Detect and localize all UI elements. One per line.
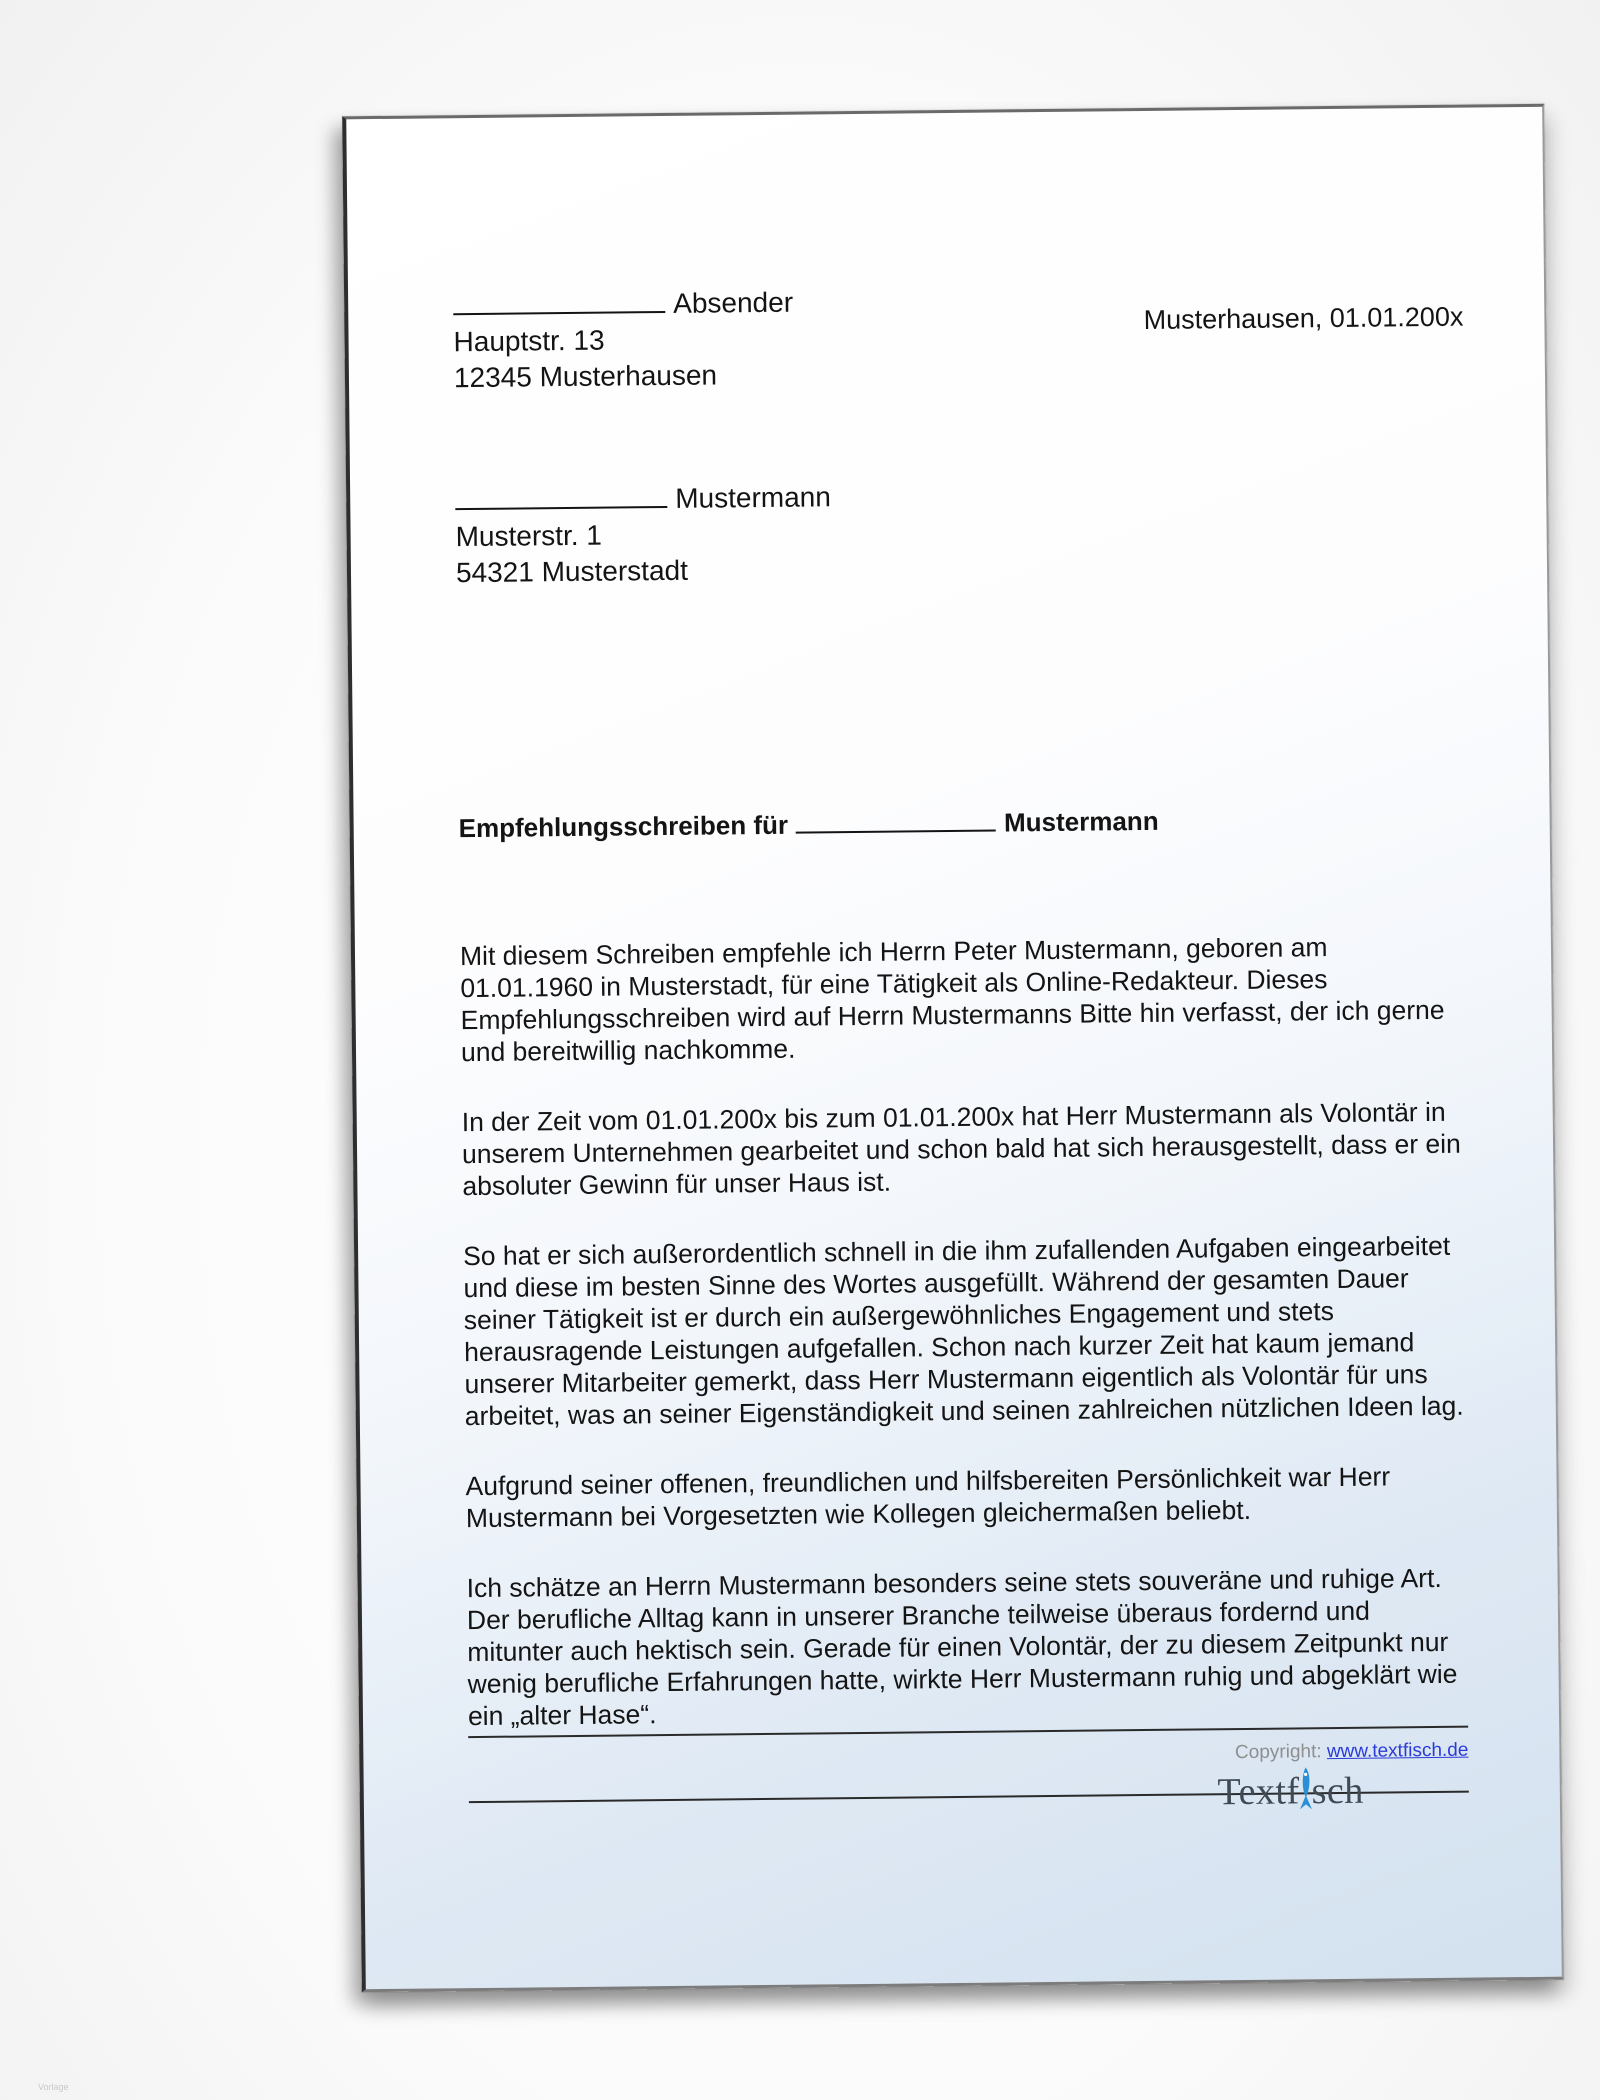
corner-watermark: Vorlage — [38, 2082, 69, 2092]
copyright-label: Copyright: — [1234, 1741, 1322, 1764]
body-paragraph: Ich schätze an Herrn Mustermann besonders seine stets souveräne und ruhige Art. Der berufliche Alltag kann in unserer Branche teilweise überaus fordernd und mitunter auch hektisch sein. Gerade für einen Volontär, der zu diesem Zeitpunkt nur wenig berufliche Erfahrungen hatte, wirkte Herr Mustermann ruhig und abgeklärt wie ein „alter Hase“. — [466, 1562, 1458, 1732]
body-paragraph: Mit diesem Schreiben empfehle ich Herrn Peter Mustermann, geboren am 01.01.1960 in Musterstadt, für eine Tätigkeit als Online-Redakteur. Dieses Empfehlungsschreiben wird auf Herrn Mustermanns Bitte hin verfasst, der ich gerne und bereitwillig nachkomme. — [459, 932, 1445, 1068]
sender-name-line — [453, 285, 793, 325]
copyright-notice — [1235, 1740, 1469, 1764]
recipient-blank-line — [455, 484, 667, 510]
recipient-address — [455, 479, 832, 591]
sender-name: Absender — [673, 286, 794, 319]
body-paragraph: In der Zeit vom 01.01.200x bis zum 01.01.200x hat Herr Mustermann als Volontär in unserem Unternehmen gearbeitet und schon bald hat sich herausgestellt, dass er ein absoluter Gewinn für unser Haus ist. — [461, 1096, 1461, 1202]
subject-blank-line — [796, 808, 996, 834]
letter-body — [460, 930, 1469, 1770]
fish-icon — [1300, 1769, 1310, 1809]
body-paragraph: So hat er sich außerordentlich schnell in die ihm zufallenden Aufgaben eingearbeitet und diese im besten Sinne des Wortes ausgefüllt. Während der gesamten Dauer seiner Tätigkeit ist er durch ein außergewöhnliches Engagement und stets herausragende Leistungen aufgefallen. Schon nach kurzer Zeit hat kaum jemand unserer Mitarbeiter gemerkt, dass Herr Mustermann eigentlich als Volontär für uns arbeitet, was an seiner Eigenständigkeit und seinen zahlreichen nützlichen Ideen lag. — [462, 1230, 1464, 1432]
subject-name: Mustermann — [1003, 805, 1159, 838]
body-paragraph: Aufgrund seiner offenen, freundlichen und hilfsbereiten Persönlichkeit war Herr Mustermann bei Vorgesetzten wie Kollegen gleichermaßen beliebt. — [465, 1461, 1391, 1534]
subject-line — [459, 806, 1159, 844]
sender-address — [453, 285, 794, 397]
sender-city: 12345 Musterhausen — [453, 359, 718, 394]
sender-street: Hauptstr. 13 — [453, 324, 605, 358]
recipient-name: Mustermann — [675, 481, 832, 514]
logo-text-right: sch — [1311, 1769, 1365, 1813]
recipient-city: 54321 Musterstadt — [455, 554, 689, 589]
recipient-street: Musterstr. 1 — [455, 519, 603, 553]
letter-content — [451, 108, 1471, 1988]
subject-prefix: Empfehlungsschreiben für — [458, 809, 789, 844]
letter-sheet — [342, 104, 1564, 1992]
logo-text-left: Textf — [1217, 1770, 1300, 1814]
letter-date: Musterhausen, 01.01.200x — [1143, 301, 1464, 335]
textfisch-logo — [1217, 1769, 1364, 1815]
copyright-link[interactable]: www.textfisch.de — [1326, 1739, 1469, 1763]
recipient-name-line — [455, 479, 831, 519]
sender-blank-line — [453, 289, 665, 315]
